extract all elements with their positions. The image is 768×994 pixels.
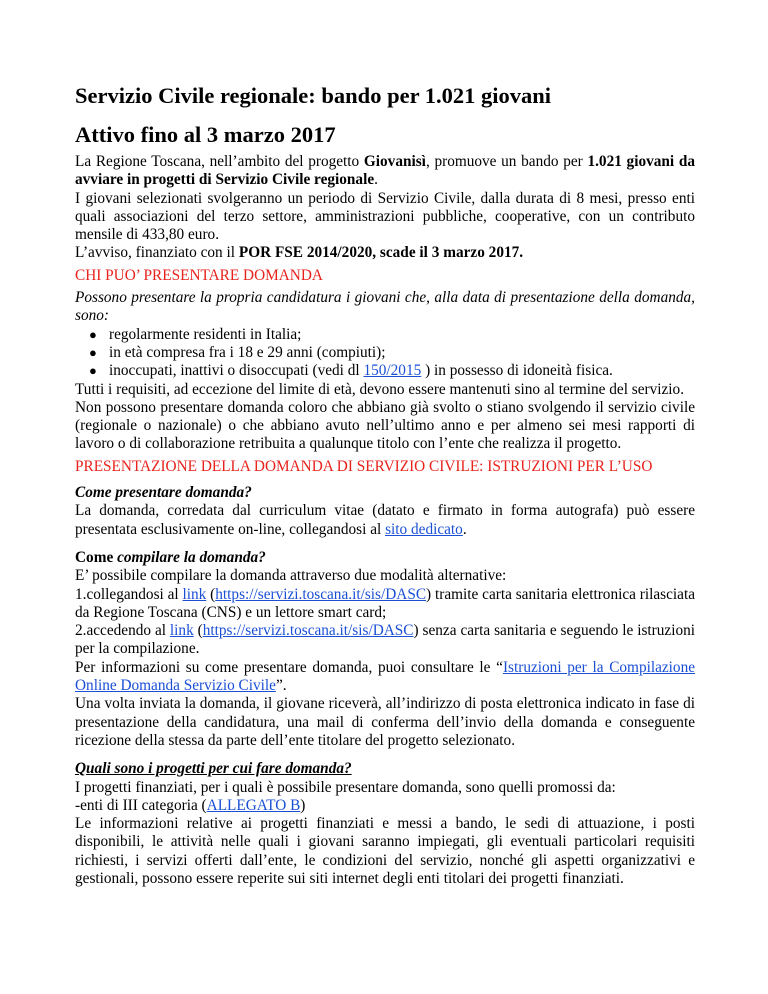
eligibility-lead <box>75 289 695 326</box>
link-option-1[interactable]: link <box>182 585 207 603</box>
allegato-b-link[interactable]: ALLEGATO B <box>206 796 301 814</box>
text: ) in possesso di idoneità fisica. <box>421 362 613 380</box>
text: ) senza carta sanitaria e seguendo le istruzioni per la compilazione. <box>75 622 696 658</box>
text: ( <box>206 585 216 603</box>
answer-projects-details: Le informazioni relative ai progetti finanziati e messi a bando, le sedi di attuazione, i posti disponibili, le attività nelle quali i giovani saranno impiegati, gli eventuali particolari requisiti richiesti, i servizi offerti dall’ente, le condizioni del servizio, nonché gli aspetti organizzativi e gestionali, possono essere reperite sui siti internet degli enti titolari dei progetti finanziati. <box>75 815 695 887</box>
text: La Regione Toscana, nell’ambito del progetto <box>75 153 364 170</box>
text: in età compresa fra i 18 e 29 anni (compiuti); <box>109 343 386 361</box>
list-item <box>75 362 695 380</box>
section-heading-instructions: PRESENTAZIONE DELLA DOMANDA DI SERVIZIO CIVILE: ISTRUZIONI PER L’USO <box>75 457 653 475</box>
link-option-2[interactable]: link <box>169 622 194 640</box>
text-bold: 1.021 giovani da avviare in progetti di Servizio Civile regionale <box>75 153 696 189</box>
dl-150-2015-link[interactable]: 150/2015 <box>363 362 422 380</box>
text-bold: Come <box>75 548 118 566</box>
intro-paragraph <box>75 153 695 190</box>
text: ) tramite carta sanitaria elettronica rilasciata da Regione Toscana (CNS) e un lettore smart card; <box>75 585 695 621</box>
text: 1.collegandosi al <box>75 585 183 603</box>
question-how-to-fill <box>75 549 695 567</box>
text: L’avviso, finanziato con il <box>75 244 239 262</box>
text: inoccupati, inattivi o disoccupati (vedi dl <box>109 362 364 380</box>
page-subtitle: Attivo fino al 3 marzo 2017 <box>75 122 336 147</box>
question-which-projects: Quali sono i progetti per cui fare domanda? <box>75 760 352 778</box>
question-how-to-apply: Come presentare domanda? <box>75 484 252 502</box>
answer-projects-item <box>75 797 695 815</box>
text: -enti di III categoria ( <box>75 796 207 814</box>
answer-fill-intro: E’ possibile compilare la domanda attraverso due modalità alternative: <box>75 567 507 585</box>
answer-fill-info <box>75 659 695 696</box>
instructions-link[interactable]: Istruzioni per la Compilazione Online Domanda Servizio Civile <box>75 658 696 695</box>
bullet-icon: ● <box>89 326 97 342</box>
answer-projects-intro: I progetti finanziati, per i quali è possibile presentare domanda, sono quelli promossi da: <box>75 778 616 796</box>
text: ( <box>193 622 203 640</box>
text: La domanda, corredata dal curriculum vitae (datato e firmato in forma autografa) può essere presentata esclusivamente on-line, collegandosi al <box>75 502 695 538</box>
text: . <box>462 520 467 538</box>
text: regolarmente residenti in Italia; <box>109 325 302 343</box>
dedicated-site-link[interactable]: sito dedicato <box>385 520 463 538</box>
bullet-icon: ● <box>89 363 97 379</box>
list-item <box>75 344 695 362</box>
text-bold: Giovanisì <box>363 153 426 170</box>
intro-paragraph-3 <box>75 244 695 262</box>
text-bold: POR FSE 2014/2020, scade il 3 marzo 2017. <box>238 244 524 262</box>
eligibility-list <box>75 326 695 381</box>
text-italic: Possono presentare la propria candidatura i giovani che, alla data di presentazione della domanda, sono: <box>75 289 695 325</box>
exclusion-paragraph: Non possono presentare domanda coloro che abbiano già svolto o stiano svolgendo il servizio civile (regionale o nazionale) o che abbiano avuto nell’ultimo anno e per almeno sei mesi rapporti di lavoro o di collaborazione retribuita a qualunque titolo con l’ente che realizza il progetto. <box>75 398 695 453</box>
dasc-url-link-1[interactable]: https://servizi.toscana.it/sis/DASC <box>215 585 427 603</box>
text-bold-italic: compilare la domanda? <box>117 548 266 566</box>
list-item <box>75 326 695 344</box>
text: 2.accedendo al <box>75 622 170 640</box>
text: ) <box>300 796 306 814</box>
text: Per informazioni su come presentare domanda, puoi consultare le “ <box>75 658 503 676</box>
intro-paragraph-2: I giovani selezionati svolgeranno un periodo di Servizio Civile, dalla durata di 8 mesi, presso enti quali associazioni del terzo settore, amministrazioni pubbliche, cooperative, con un contributo mensile di 433,80 euro. <box>75 189 695 244</box>
bullet-icon: ● <box>89 344 97 360</box>
text: ”. <box>275 677 287 695</box>
answer-fill-confirmation: Una volta inviata la domanda, il giovane riceverà, all’indirizzo di posta elettronica indicato in fase di presentazione della candidatura, una mail di conferma dell’invio della domanda e conseguente ricezione della stessa da parte dell’ente titolare del progetto selezionato. <box>75 695 695 749</box>
dasc-url-link-2[interactable]: https://servizi.toscana.it/sis/DASC <box>202 622 414 640</box>
document-page <box>75 82 695 888</box>
page-title: Servizio Civile regionale: bando per 1.021 giovani <box>75 83 552 108</box>
requirements-paragraph: Tutti i requisiti, ad eccezione del limite di età, devono essere mantenuti sino al termine del servizio. <box>75 380 685 398</box>
answer-how-to-apply <box>75 502 695 539</box>
text: , promuove un bando per <box>425 153 588 170</box>
answer-fill-option-2 <box>75 622 695 659</box>
section-heading-eligibility: CHI PUO’ PRESENTARE DOMANDA <box>75 266 323 284</box>
answer-fill-option-1 <box>75 586 695 623</box>
text: . <box>374 171 378 189</box>
